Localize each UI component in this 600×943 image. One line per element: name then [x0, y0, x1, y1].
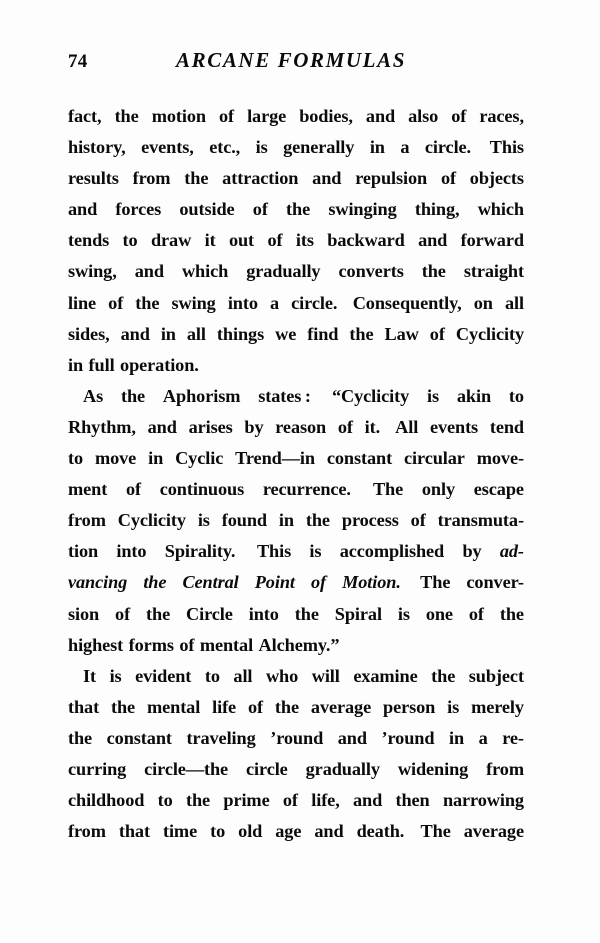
- word: in: [278, 510, 294, 531]
- word: circle.: [291, 292, 338, 313]
- page-number: 74: [68, 51, 88, 72]
- text-line: [68, 728, 524, 759]
- word: constant: [106, 727, 172, 748]
- word: forward: [460, 230, 524, 251]
- word: The: [372, 479, 404, 500]
- word: a: [478, 727, 488, 748]
- word: Motion.: [342, 572, 401, 593]
- word: results: [68, 168, 119, 189]
- word: reason: [275, 416, 327, 437]
- word: to: [210, 821, 226, 842]
- word: all: [186, 323, 206, 344]
- word: into: [248, 603, 279, 624]
- word: Law: [384, 323, 419, 344]
- word: widening: [397, 758, 469, 779]
- word: of: [282, 790, 298, 811]
- word: from: [486, 758, 524, 779]
- word: evident: [135, 665, 192, 686]
- word: arises: [188, 416, 233, 437]
- word: the: [146, 603, 171, 624]
- word: things: [216, 323, 265, 344]
- word: of: [115, 603, 131, 624]
- word: from: [132, 168, 171, 189]
- word: only: [421, 479, 456, 500]
- text-line: [68, 261, 524, 292]
- word: accomplished: [339, 541, 445, 562]
- word: akin: [456, 385, 492, 406]
- text-line: [68, 230, 524, 261]
- word: of: [468, 603, 484, 624]
- word: continuous: [159, 479, 245, 500]
- word: the: [499, 603, 524, 624]
- word: tend: [489, 416, 524, 437]
- word: swing,: [68, 261, 117, 282]
- word: draw: [150, 230, 192, 251]
- word: “Cyclicity: [331, 385, 410, 406]
- word: converts: [338, 261, 404, 282]
- word: motion: [151, 106, 206, 126]
- text-line: [68, 199, 524, 230]
- word: the: [185, 790, 211, 811]
- word: gradually: [305, 758, 380, 779]
- word: a: [270, 292, 280, 313]
- word: the: [143, 572, 167, 593]
- word: Aphorism: [162, 385, 241, 406]
- word: which: [477, 199, 524, 220]
- word: is: [309, 541, 322, 562]
- word: of: [252, 199, 268, 220]
- word: etc.,: [209, 137, 241, 158]
- word: narrowing: [442, 790, 524, 811]
- word: age: [275, 821, 302, 842]
- word: of: [310, 572, 326, 593]
- word: traveling: [186, 727, 256, 748]
- text-line: [68, 604, 524, 635]
- word: the: [120, 385, 146, 406]
- word: Cyclicity: [117, 510, 186, 531]
- word: conver-: [466, 572, 524, 593]
- word: and: [418, 230, 448, 251]
- word: mental: [199, 634, 254, 655]
- word: the: [349, 323, 374, 344]
- word: races,: [479, 106, 524, 126]
- word: circle.: [424, 137, 472, 158]
- word: all: [233, 665, 253, 686]
- word: its: [295, 230, 314, 251]
- word: merely: [471, 696, 524, 717]
- word: to: [508, 385, 524, 406]
- word: is: [109, 665, 122, 686]
- word: repulsion: [355, 168, 428, 189]
- word: straight: [463, 261, 524, 282]
- running-header: [68, 50, 532, 80]
- word: sion: [68, 603, 100, 624]
- word: of: [125, 479, 141, 500]
- word: The: [420, 821, 451, 842]
- text-line: [68, 417, 524, 448]
- word: This: [256, 541, 292, 562]
- word: tion: [68, 541, 99, 562]
- text-line: [68, 541, 524, 572]
- text-line: [68, 137, 524, 168]
- text-line: [68, 666, 524, 697]
- text-line: [68, 293, 524, 324]
- word: ’round: [381, 727, 435, 748]
- word: from: [68, 821, 106, 842]
- word: person: [383, 696, 436, 717]
- word: ad-: [499, 541, 524, 562]
- word: average: [310, 696, 372, 717]
- word: and: [312, 168, 342, 189]
- word: in: [448, 727, 465, 748]
- word: to: [122, 230, 138, 251]
- word: in: [160, 323, 176, 344]
- text-line: [68, 355, 524, 386]
- word: It: [83, 665, 97, 686]
- word: in: [148, 448, 164, 469]
- word: of: [429, 323, 445, 344]
- word: we: [275, 323, 297, 344]
- word: life: [212, 696, 237, 717]
- word: to: [68, 448, 84, 469]
- word: As: [83, 385, 104, 406]
- word: which: [181, 261, 229, 282]
- word: time: [162, 821, 198, 842]
- word: out: [228, 230, 255, 251]
- word: of: [440, 168, 456, 189]
- word: re-: [502, 727, 524, 748]
- word: fact,: [68, 106, 102, 126]
- word: the: [135, 292, 160, 313]
- word: the: [274, 696, 299, 717]
- text-line: [68, 448, 524, 479]
- word: then: [395, 790, 430, 811]
- word: to: [157, 790, 173, 811]
- word: and: [68, 199, 98, 220]
- word: the: [114, 106, 139, 126]
- word: of: [218, 106, 235, 126]
- word: swing: [171, 292, 216, 313]
- word: and: [314, 821, 344, 842]
- word: Trend—in: [235, 448, 315, 469]
- text-line: [68, 572, 524, 603]
- word: examine: [353, 665, 418, 686]
- word: of: [410, 510, 426, 531]
- word: that: [118, 821, 150, 842]
- word: circle: [246, 758, 288, 779]
- word: curring: [68, 758, 127, 779]
- word: outside: [179, 199, 235, 220]
- text-line: [68, 106, 524, 137]
- word: the: [184, 168, 209, 189]
- word: sides,: [68, 323, 110, 344]
- word: circular: [404, 448, 465, 469]
- word: bodies,: [299, 106, 353, 126]
- word: it.: [364, 416, 381, 437]
- word: This: [489, 137, 524, 158]
- word: highest: [68, 634, 124, 655]
- word: of: [451, 106, 467, 126]
- text-line: [68, 168, 524, 199]
- word: and: [147, 416, 177, 437]
- text-line: [68, 821, 524, 852]
- word: Central: [182, 572, 239, 593]
- word: The: [420, 572, 451, 593]
- text-line: [68, 759, 524, 790]
- word: swinging: [328, 199, 397, 220]
- word: is: [397, 603, 410, 624]
- word: of: [337, 416, 353, 437]
- word: Spirality.: [164, 541, 236, 562]
- word: into: [116, 541, 147, 562]
- word: All: [395, 416, 419, 437]
- word: a: [400, 137, 410, 158]
- word: forces: [115, 199, 162, 220]
- word: into: [227, 292, 258, 313]
- word: Spiral: [334, 603, 382, 624]
- word: it: [204, 230, 216, 251]
- word: the: [294, 603, 319, 624]
- word: escape: [473, 479, 524, 500]
- word: Consequently,: [352, 292, 462, 313]
- word: thing,: [414, 199, 460, 220]
- word: move: [94, 448, 137, 469]
- word: in: [369, 137, 385, 158]
- word: and: [352, 790, 383, 811]
- word: events: [429, 416, 479, 437]
- text-line: [68, 479, 524, 510]
- word: ment: [68, 479, 108, 500]
- word: attraction: [222, 168, 299, 189]
- word: on: [473, 292, 493, 313]
- word: transmuta-: [437, 510, 524, 531]
- word: backward: [327, 230, 405, 251]
- word: Circle: [186, 603, 233, 624]
- text-line: [68, 790, 524, 821]
- word: subject: [468, 665, 524, 686]
- word: objects: [469, 168, 524, 189]
- paragraph: [68, 666, 524, 853]
- word: find: [307, 323, 339, 344]
- word: average: [463, 821, 524, 842]
- word: recurrence.: [262, 479, 351, 500]
- word: is: [427, 385, 439, 406]
- word: events,: [141, 137, 194, 158]
- word: old: [238, 821, 263, 842]
- word: to: [204, 665, 220, 686]
- text-line: [68, 324, 524, 355]
- word: circle—the: [144, 758, 229, 779]
- word: that: [68, 696, 100, 717]
- word: Alchemy.”: [258, 634, 340, 655]
- word: from: [68, 510, 106, 531]
- word: by: [244, 416, 264, 437]
- word: who: [265, 665, 299, 686]
- text-line: [68, 697, 524, 728]
- word: also: [408, 106, 439, 126]
- paragraph: [68, 386, 524, 666]
- word: is: [255, 137, 268, 158]
- word: move-: [476, 448, 524, 469]
- word: will: [311, 665, 340, 686]
- word: gradually: [246, 261, 321, 282]
- word: forms: [128, 634, 174, 655]
- word: and: [337, 727, 367, 748]
- word: constant: [326, 448, 393, 469]
- word: of: [267, 230, 283, 251]
- word: one: [425, 603, 453, 624]
- word: is: [447, 696, 460, 717]
- word: the: [111, 696, 136, 717]
- word: Cyclicity: [455, 323, 524, 344]
- word: the: [421, 261, 446, 282]
- word: of: [247, 696, 264, 717]
- word: ’round: [270, 727, 324, 748]
- word: Rhythm,: [68, 416, 136, 437]
- word: in: [68, 354, 84, 375]
- word: found: [221, 510, 267, 531]
- word: the: [305, 510, 330, 531]
- word: of: [179, 634, 195, 655]
- word: childhood: [68, 790, 145, 811]
- body-text-block: [68, 106, 524, 852]
- word: line: [68, 292, 97, 313]
- word: generally: [283, 137, 355, 158]
- text-line: [68, 635, 524, 666]
- running-head-title: ARCANE FORMULAS: [176, 48, 406, 72]
- word: and: [120, 323, 150, 344]
- word: the: [286, 199, 311, 220]
- word: full: [88, 354, 115, 375]
- word: prime: [223, 790, 270, 811]
- word: is: [197, 510, 210, 531]
- word: the: [68, 727, 93, 748]
- word: process: [341, 510, 399, 531]
- word: by: [462, 541, 482, 562]
- word: mental: [146, 696, 201, 717]
- word: history,: [68, 137, 126, 158]
- word: all: [504, 292, 524, 313]
- word: life,: [311, 790, 340, 811]
- word: Cyclic: [175, 448, 224, 469]
- word: and: [365, 106, 396, 126]
- word: operation.: [120, 354, 199, 375]
- word: states :: [258, 385, 311, 406]
- word: of: [108, 292, 124, 313]
- word: tends: [68, 230, 110, 251]
- word: the: [431, 665, 456, 686]
- text-line: [68, 386, 524, 417]
- text-line: [68, 510, 524, 541]
- word: death.: [356, 821, 405, 842]
- word: Point: [254, 572, 295, 593]
- word: large: [247, 106, 287, 126]
- paragraph: [68, 106, 524, 386]
- word: and: [134, 261, 164, 282]
- word: vancing: [68, 572, 128, 593]
